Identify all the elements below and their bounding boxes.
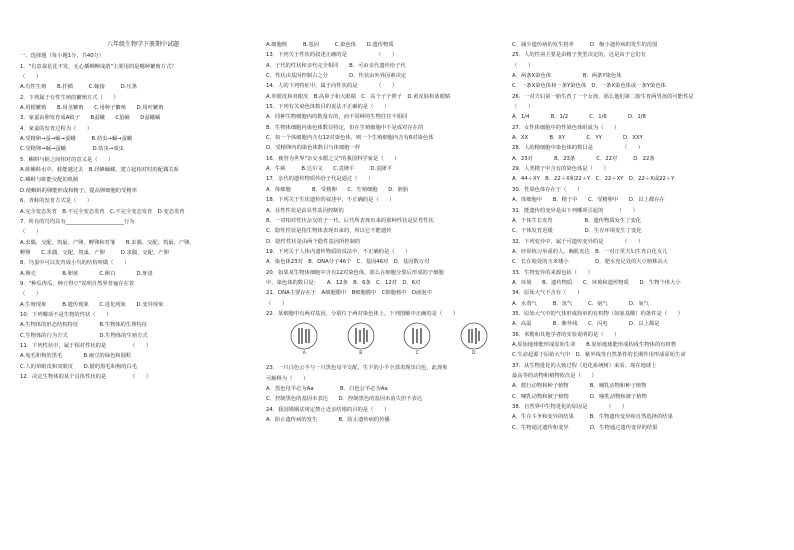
- question-line: （ ）: [20, 291, 42, 298]
- question-line: A．体细胞中 B．精子中 C．受精卵中 D．以上都存在: [512, 197, 665, 204]
- question-line: 中，染色体的数目是： A．12条 B．6条 C．12对 D．6对: [266, 279, 421, 286]
- question-line: A.用根繁殖 B.用茎繁殖 C.用种子繁殖 D.用叶繁殖: [20, 105, 164, 112]
- question-line: C．一条X染色体和一条Y染色体 D．一条X染色体或一条Y染色体: [512, 83, 666, 90]
- question-line: A．XX B．XY C．YY D．XXY: [512, 135, 643, 142]
- question-line: A．牛顿 B.达尔文 C.袁隆平 D.袁隆平: [266, 166, 393, 173]
- question-line: C．减少遗传病的发生机率 D．缩小遗传病的发生的范围: [512, 42, 658, 48]
- question-line: 6．青蛙的发育方式是（ ）: [20, 198, 93, 205]
- question-line: C.受精卵→蛹→蚕蛾 D.幼虫→成虫: [20, 146, 124, 153]
- question-line: C．控制黑色的基因未表达 D．控制黑色的基因未消失但不表达: [266, 396, 423, 403]
- question-line: 23．一只白色公羊与一只黑色母羊交配，生下的小羊全部表现出白色，此现象: [266, 365, 448, 372]
- question-list-left: [20, 51, 266, 382]
- question-line: （ ）: [512, 104, 534, 111]
- question-line: 17．亲代的遗传物质传给子代是通过（ ）: [266, 176, 374, 183]
- question-line: （ ）: [20, 74, 42, 81]
- question-line: A.有性生殖 B.扦插 C.嫁接 D.压条: [20, 84, 138, 91]
- question-line: A．经常练习举重的人，胸肌发达 B．一对正常夫妇生育白化女儿: [512, 248, 668, 255]
- question-line: 8．鸟蛋中可以发育成小鸟的结构叫做（ ）: [20, 260, 130, 267]
- question-line: 28．人的精细胞中染色体的数目是 （ ）: [512, 145, 644, 152]
- question-line: 27．女性体细胞中的性染色体组成为（ ）: [512, 124, 620, 131]
- question-line: 孵卵 C.求偶、交配、筑巢、产卵 D.求偶、交配、产卵: [20, 249, 169, 256]
- question-line: A．黑色母羊必为Aa B．白色公羊必为Aa: [266, 385, 388, 392]
- question-line: 2．下列属于有性生殖的繁殖方式（ ）: [20, 94, 119, 101]
- question-list-middle-continued: [266, 363, 512, 425]
- question-line: C.生命起源于原始大气中 D．紫外线等自然条件的长期作用形成原始生命: [512, 352, 686, 359]
- question-list-right: [512, 40, 758, 433]
- question-line: 4．家蚕的发育过程为（ ）: [20, 125, 93, 132]
- figure-option-d: [459, 321, 489, 361]
- question-line: B．一对相对性状杂交的子一代，后代所表现出来的那种性状是显性性状: [266, 217, 434, 224]
- question-line: C．性状由基因控制占之分 D．性状由外界因素决定: [266, 73, 407, 80]
- question-line: 3．家蚕由卵发育成A蚁子 B蚕蛾 C茧蛹 D蚕蛾蛹: [20, 115, 161, 122]
- question-line: A.卵壳 B.卵黄 C.卵白 D.胚盘: [20, 270, 153, 277]
- question-line: C．隐性性状是指生物体表现出来的，所以它不能遗传: [266, 228, 392, 235]
- question-line: A.细胞核 B.基因 C.染色体 D.遗传物质: [266, 42, 394, 48]
- question-line: A．高温 B．紫外线 C．闪电 D．以上都是: [512, 321, 660, 328]
- question-line: C.生物体的行为方式 D.生物体的生殖方式: [20, 332, 148, 339]
- question-line: 20．如果某生物体细胞中含有12对染色体，那么在细胞分裂后形成的子细胞: [266, 269, 444, 276]
- question-line: 34．原始大气不含有（ ）: [512, 290, 583, 297]
- question-line: 11．下列性状中，属于相对性状的是 （ ）: [20, 342, 152, 349]
- cell-diagram-icon: [289, 321, 319, 351]
- question-line: D．受精卵内的染色体数目与体细胞一样: [266, 145, 361, 152]
- question-line: A．染色体23对 B．DNA分子46个 C．基因46对 D．基因数万对: [266, 259, 430, 266]
- question-line: 32．下列变异中，属于可遗传变异的是 （ ）: [512, 238, 644, 245]
- question-line: A.兔毛和狗的黑毛 B.豌豆的绿色和圆粒: [20, 353, 132, 360]
- question-line: 18．下列关于生状遗传的叙述中，不正确的是（ ）: [266, 197, 395, 204]
- question-line: C.人的单眼皮和双眼皮 D.猫的黑毛和狗的白毛: [20, 363, 138, 370]
- question-line: A．44＋XY B．22＋X和22＋Y C．22＋XY D．22＋X或22＋Y: [512, 176, 675, 183]
- cell-diagram-icon: [402, 321, 432, 351]
- question-line: A.求偶、交配、筑巢、产卵、孵卵和育雏 B.求偶、交配、筑巢、产卵、: [20, 239, 195, 246]
- question-line: A．生存斗争和变异的结果 B．生物遗传变异和自然选择的结果: [512, 414, 673, 421]
- question-line: 可解释为（ ）: [266, 375, 309, 382]
- question-line: 33．生物变异的来源包括（ ）: [512, 269, 593, 276]
- question-line: 5．蝌蚪与蛙之间相对的意义是（ ）: [20, 156, 114, 163]
- figure-label-c: C: [415, 351, 419, 357]
- question-line: 30．性染色体存在于（ ）: [512, 186, 583, 193]
- question-line: 14．人的下列特征中，属于向性状的是 （ ）: [266, 83, 398, 90]
- question-line: 35．原始大气中的气体形成简单的有机物（如氨基酸）的条件是（ ）: [512, 310, 683, 317]
- question-line: 1．"有意栽花花不发，无心插柳柳成荫"主要用的是哪种繁殖方式？: [20, 63, 177, 70]
- question-line: 15．下列有关染色体数目的说法不正确的是（ ）: [266, 104, 390, 111]
- figure-label-b: B: [359, 351, 363, 357]
- question-line: A.原始地球能形成原始生命 B.原始地球能形成构成生物体的有机物: [512, 341, 677, 348]
- figure-option-a: [289, 321, 319, 361]
- figure-option-b: [346, 321, 376, 361]
- question-line: A．体细胞 B．受精卵 C．生殖细胞 D．胚胎: [266, 186, 409, 193]
- column-middle: [266, 40, 512, 425]
- question-line: A．环境 B．遗传物质 C．环境和遗传物质 D．生物个体大小: [512, 279, 681, 286]
- question-line: 26．一对夫妇第一胎生育了一个女孩，那么他们第二胎生育两男孩的可能性是: [512, 93, 694, 100]
- question-line: D．隐性性状是由两个隐性基因所控制的: [266, 238, 361, 245]
- cell-diagram-icon: [346, 321, 376, 351]
- question-line: 一、选择题（每小题1分，共40分）: [20, 53, 105, 60]
- figure-label-a: A: [302, 351, 306, 357]
- figure-label-d: D: [472, 351, 476, 357]
- question-line: 24．我国婚姻法规定禁止近亲结婚的目的是（ ）: [266, 406, 390, 413]
- question-line: A．同种生物细胞内的数量有的，而不同种的生物往往不相同: [266, 114, 408, 121]
- question-line: A．水蒸气 B．氢气 C．氨气 D．氧气: [512, 300, 649, 307]
- question-line: C．生物通过遗传和变异 D．生物通过遗传变异的结果: [512, 424, 658, 431]
- question-line: 21．DNA主要存在于 A细胞膜中 B细胞膜中 C细胞核中 D液泡中: [266, 290, 432, 297]
- question-line: C．如一个体细胞内含有12对染色体，则一个生殖细胞内含有6对染色体: [266, 135, 434, 142]
- figure-option-c: [402, 321, 432, 361]
- question-line: A．1/4 B．1/2 C．1/6 D．1/8: [512, 114, 646, 121]
- question-line: 9．"种瓜得瓜，种豆得豆"说明自然界普遍存在着: [20, 280, 135, 287]
- question-line: A．显性性状是由显性基因控制的: [266, 207, 344, 214]
- question-line: 19．下列关于人体内遗传物质的说法中，不正确的是（ ）: [266, 248, 411, 255]
- column-left: [20, 40, 266, 382]
- question-line: 25．人的性别主要是由精子类型决定的，这是由于它们有: [512, 52, 646, 59]
- question-line: 22．某细胞中有两对基因，分别位于两对染色体上，下列图解中正确的是（ ）: [266, 310, 459, 317]
- question-line: 最高等的动物和植物依次是（ ）: [512, 373, 597, 379]
- question-line: A.生物体的形态结构特征 B.生物体的生理特征: [20, 322, 148, 329]
- question-line: A.完全变态发育 B.不完全变态发育 C.不完全变态发育 D.变态发育: [20, 208, 185, 215]
- question-line: A.生殖现象 B.遗传现象 C.进化现象 D.变异现象: [20, 301, 164, 308]
- question-line: A．爬行动物和种子植物 B．哺乳动物和种子植物: [512, 383, 647, 390]
- question-line: C．长在暗处的玉米矮小 D．肥水充足处的大豆植株高大: [512, 259, 669, 266]
- question-line: A.受精卵→蚕→蛹→蚕蛾 B.幼虫→蛹→蚕蛾: [20, 136, 133, 143]
- chromosome-figure: [266, 319, 512, 363]
- question-line: D.使蝌蚪的卵能形成和精子，提高卵细胞的受精率: [20, 187, 137, 194]
- column-right: [512, 40, 758, 433]
- question-line: 29．人类精子中含有的染色体是（ ）: [512, 166, 609, 173]
- question-line: B．生物体细胞内染色体数目特定，但在生殖细胞中不是成对存在的: [266, 124, 424, 131]
- question-line: 16．被誉为世界"杂交水稻之父"的我国科学家是（ ）: [266, 155, 400, 162]
- question-line: C．个体发育迟缓 D．生存环境发生了变化: [512, 228, 642, 235]
- question-list-middle: [266, 40, 512, 319]
- exam-title: 八年级生物学下册期中试题: [106, 41, 179, 48]
- question-line: （ ）: [266, 300, 288, 307]
- question-line: C．哺乳动物和被子植物 D．哺乳动物和被子植物: [512, 393, 647, 400]
- question-line: 38．自然界中生物进化的原因是 （ ）: [512, 404, 628, 411]
- question-line: 12．决定生物体的某个具体性状的是 （ ）: [20, 374, 152, 380]
- question-line: A．个体生长发育 B．遗传物质发生了变化: [512, 217, 642, 224]
- question-line: 10．下列哪项不是生物的性状（ ）: [20, 311, 112, 318]
- question-line: A．两条X染色体 B．两条Y染色体: [512, 73, 622, 80]
- question-line: C.蝌蚪与蛙能交配的机制: [20, 177, 79, 184]
- question-line: 36．米勒和其他学者的实验说明的是（ ）: [512, 331, 620, 338]
- cell-diagram-icon: [459, 321, 489, 351]
- question-line: 31．能遗传的变异是由下列哪项引起的 （ ）: [512, 207, 638, 214]
- question-line: A.蛙蝌蚪水中，蛙能越过去 B.居蜂蛹藏，建立起相对时的配偶关系: [20, 167, 179, 174]
- question-line: A.单眼皮和双眼皮 B.高鼻子和大眼睛 C 高个子个胖子 D.黄皮肤和蓝眼睛: [266, 93, 451, 100]
- question-line: A．子代的性状和亲代完全相同 B．可由亲代遗传给子代: [266, 62, 406, 69]
- question-line: （ ）: [20, 229, 42, 236]
- question-line: （ ）: [512, 62, 534, 69]
- question-line: A．防止遗传病的发生 B．防止遗传病的传播: [266, 417, 390, 423]
- question-line: 37．从生物进化的大致过程（进化系统树）来看，现在地球上: [512, 362, 689, 369]
- question-line: A．23对 B．23条 C．22对 D．22条: [512, 155, 655, 162]
- question-line: 13．下列关于性状的叙述正确的是 （ ）: [266, 52, 398, 59]
- question-line: 7．所有的鸟均具有______________________行为: [20, 218, 135, 225]
